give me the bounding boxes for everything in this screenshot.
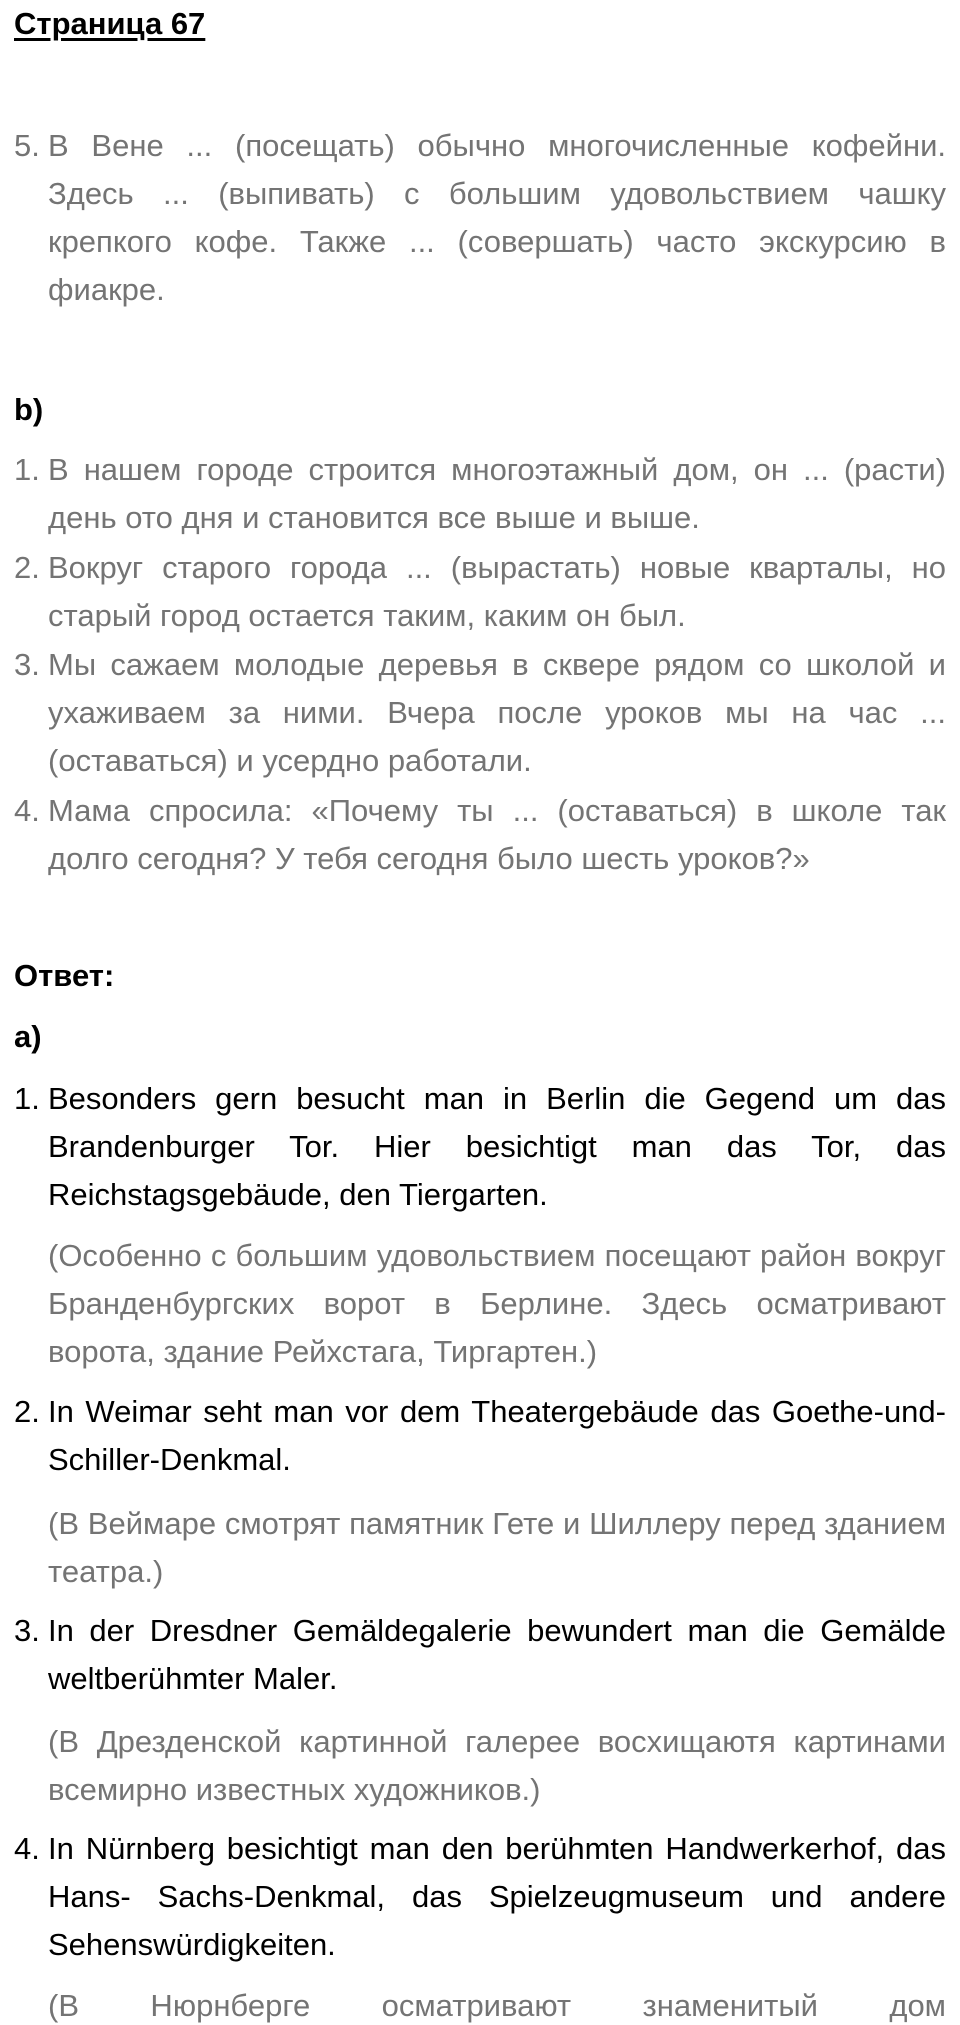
item-text: Вокруг старого города ... (вырастать) новые кварталы, но старый город остается таким, каким он был. [48,550,946,633]
item-text: In der Dresdner Gemäldegalerie bewundert man die Gemälde weltberühmter Maler. [48,1613,946,1696]
answer-item-2-translation: (В Веймаре смотрят памятник Гете и Шиллеру перед зданием театра.) [48,1506,946,1589]
item-number: 2. [14,1394,40,1429]
item-text: В нашем городе строится многоэтажный дом, он ... (расти) день ото дня и становится все выше и выше. [48,452,946,535]
exercise-a-item-5 [14,122,946,314]
section-b-item-3 [14,641,946,785]
answer-heading: Ответ: [14,958,115,993]
answer-item-1-translation: (Особенно с большим удовольствием посещают район вокруг Бранденбургских ворот в Берлине. Здесь осматривают ворота, здание Рейхстага, Тиргартен.) [48,1238,946,1369]
section-b-item-1 [14,446,946,542]
section-b-item-4 [14,787,946,883]
answer-a-heading: a) [14,1019,42,1054]
answer-item-3 [14,1607,946,1703]
answer-item-4-translation: (В Нюрнберге осматривают знаменитый дом [48,1988,946,2023]
item-number: 1. [14,452,40,487]
item-text: In Nürnberg besichtigt man den berühmten Handwerkerhof, das Hans- Sachs-Denkmal, das Spielzeugmuseum und andere Sehenswürdigkeiten. [48,1831,946,1962]
item-number: 5. [14,128,40,163]
answer-item-2 [14,1388,946,1484]
item-text: Мама спросила: «Почему ты ... (оставаться) в школе так долго сегодня? У тебя сегодня было шесть уроков?» [48,793,946,876]
answer-item-1 [14,1075,946,1219]
item-text: В Вене ... (посещать) обычно многочисленные кофейни. Здесь ... (выпивать) с большим удовольствием чашку крепкого кофе. Также ... (совершать) часто экскурсию в фиакре. [48,128,946,307]
section-b-item-2 [14,544,946,640]
item-number: 4. [14,793,40,828]
item-number: 4. [14,1831,40,1866]
item-number: 3. [14,1613,40,1648]
page-title: Страница 67 [14,6,206,41]
item-number: 2. [14,550,40,585]
item-number: 3. [14,647,40,682]
item-text: Мы сажаем молодые деревья в сквере рядом со школой и ухаживаем за ними. Вчера после уроков мы на час ... (оставаться) и усердно работали. [48,647,946,778]
item-text: Besonders gern besucht man in Berlin die Gegend um das Brandenburger Tor. Hier besichtigt man das Tor, das Reichstagsgebäude, den Tiergarten. [48,1081,946,1212]
answer-item-3-translation: (В Дрезденской картинной галерее восхищаютя картинами всемирно известных художников.) [48,1724,946,1807]
section-b-heading: b) [14,392,44,427]
item-text: In Weimar seht man vor dem Theatergebäude das Goethe-und-Schiller-Denkmal. [48,1394,946,1477]
answer-item-4 [14,1825,946,1969]
item-number: 1. [14,1081,40,1116]
